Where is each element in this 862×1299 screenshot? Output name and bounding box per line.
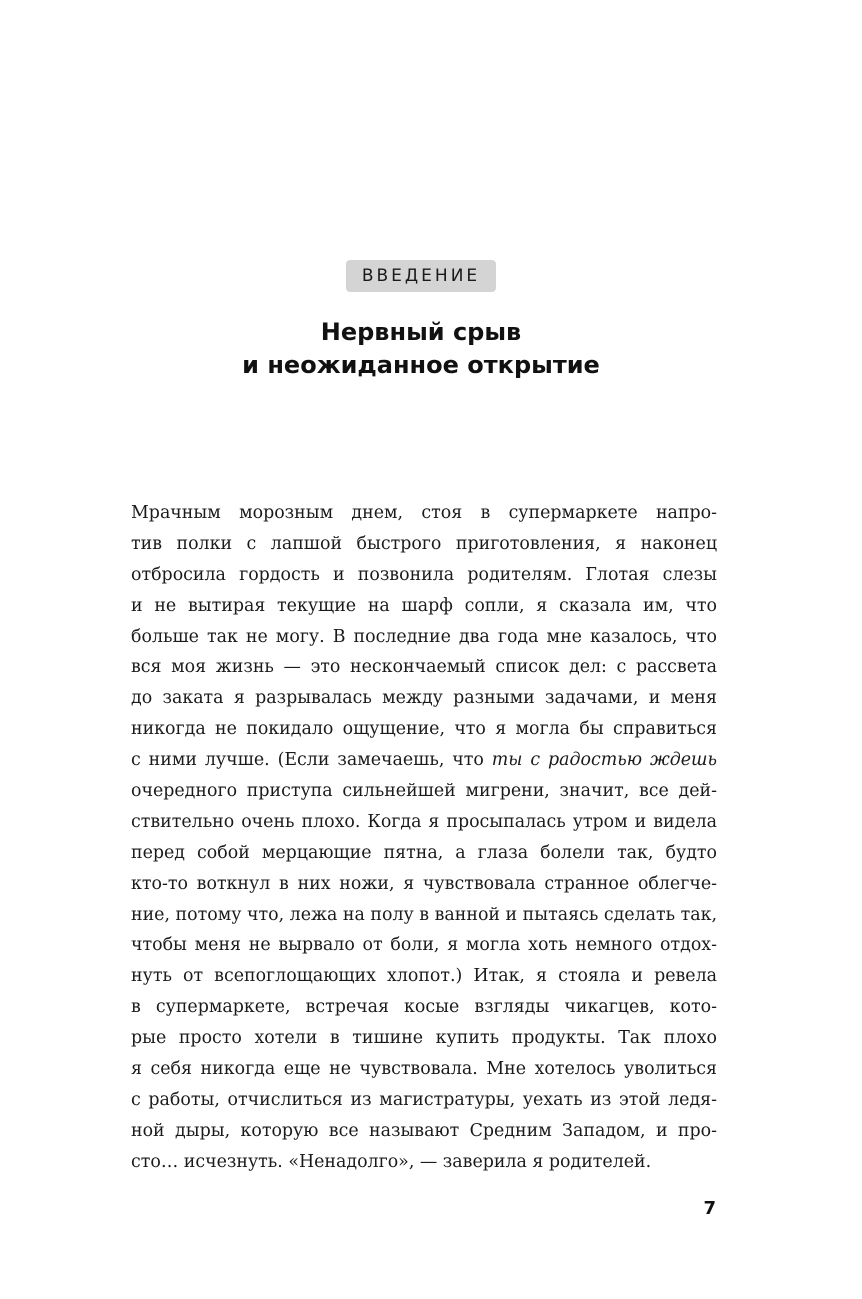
text-line: в супермаркете, встречая косые взгляды чикагцев, кото- [131, 997, 717, 1018]
body-paragraph [131, 498, 717, 1178]
text-line: чтобы меня не вырвало от боли, я могла хоть немного отдох- [131, 935, 717, 956]
text-line: никогда не покидало ощущение, что я могла бы справиться [131, 719, 717, 740]
chapter-title-line-2: и неожиданное открытие [242, 351, 600, 379]
text-line: очередного приступа сильнейшей мигрени, значит, все дей- [131, 781, 717, 802]
chapter-label: ВВЕДЕНИЕ [361, 266, 481, 286]
text-line: больше так не могу. В последние два года мне казалось, что [131, 626, 717, 647]
text-line: ной дыры, которую все называют Средним Западом, и про- [131, 1120, 717, 1141]
text-line: тив полки с лапшой быстрого приготовления, я наконец [131, 533, 717, 554]
text-line: отбросила гордость и позвонила родителям. Глотая слезы [131, 564, 717, 585]
chapter-label-badge [346, 260, 496, 292]
text-line: нуть от всепоглощающих хлопот.) Итак, я стояла и ревела [131, 966, 717, 987]
chapter-title-line-1: Нервный срыв [320, 318, 522, 346]
text-line-start: с ними лучше. (Если замечаешь, что [131, 750, 492, 771]
text-line: я себя никогда еще не чувствовала. Мне хотелось уволиться [131, 1059, 717, 1080]
chapter-title [0, 316, 842, 382]
text-line: вся моя жизнь — это нескончаемый список дел: с рассвета [131, 657, 717, 678]
text-line: ние, потому что, лежа на полу в ванной и пытаясь сделать так, [131, 904, 717, 925]
text-line: Мрачным морозным днем, стоя в супермаркете напро- [131, 503, 717, 523]
text-line: и не вытирая текущие на шарф сопли, я сказала им, что [131, 595, 717, 616]
text-line: с работы, отчислиться из магистратуры, уехать из этой ледя- [131, 1089, 717, 1110]
text-line: кто-то воткнул в них ножи, я чувствовала странное облегче- [131, 873, 717, 894]
text-line: до заката я разрывалась между разными задачами, и меня [131, 688, 717, 709]
italic-phrase: ты с радостью ждешь [491, 750, 717, 771]
text-line: ствительно очень плохо. Когда я просыпалась утром и видела [131, 811, 717, 832]
text-line: перед собой мерцающие пятна, а глаза болели так, будто [131, 842, 717, 863]
page-number: 7 [703, 1198, 716, 1219]
text-line: рые просто хотели в тишине купить продукты. Так плохо [131, 1028, 717, 1049]
text-line-last: сто… исчезнуть. «Ненадолго», — заверила я родителей. [131, 1151, 652, 1172]
text-line-with-italic [131, 745, 717, 776]
